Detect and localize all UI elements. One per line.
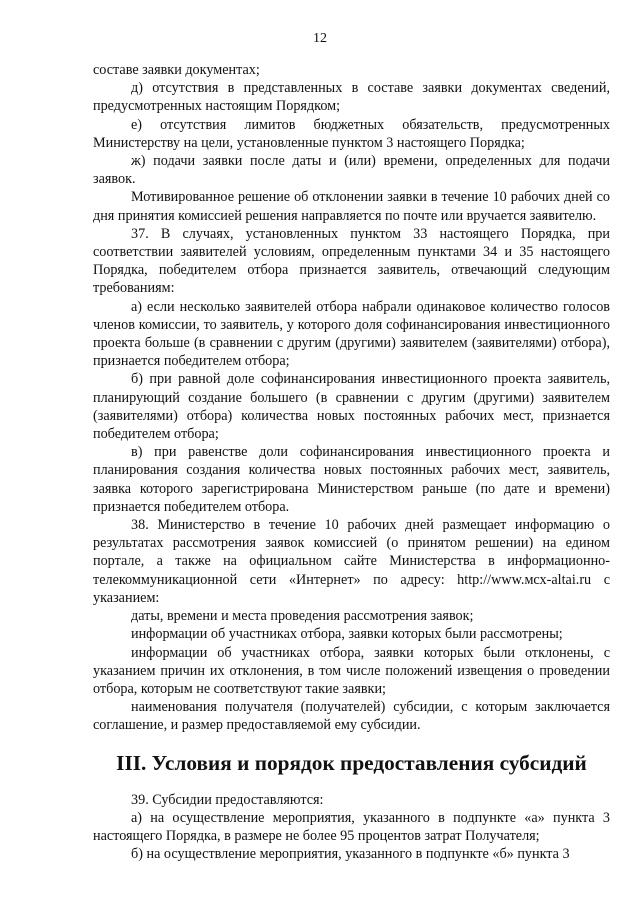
clause-39-item-b: б) на осуществление мероприятия, указанного в подпункте «б» пункта 3 bbox=[131, 846, 570, 863]
list-item-d: д) отсутствия в представленных в составе заявки документах сведений, предусмотренных настоящим Порядком; bbox=[93, 80, 610, 115]
paragraph-rejection-decision: Мотивированное решение об отклонении заявки в течение 10 рабочих дней со дня принятия комиссией решения направляется по почте или вручается заявителю. bbox=[93, 189, 610, 224]
clause-38-item-recipient: наименования получателя (получателей) субсидии, с которым заключается соглашение, и размер предоставляемой ему субсидии. bbox=[93, 699, 610, 734]
clause-38: 38. Министерство в течение 10 рабочих дней размещает информацию о результатах рассмотрения заявок комиссией (о принятом решении) на едином портале, а также на официальном сайте Министерства в информационно-телекоммуникационной сети «Интернет» по адресу: http://www.мсх-altai.ru с указанием: bbox=[93, 517, 610, 606]
paragraph-continuation: составе заявки документах; bbox=[93, 62, 260, 78]
clause-37: 37. В случаях, установленных пунктом 33 настоящего Порядка, при соответствии заявителей условиям, определенным пунктами 34 и 35 настоящего Порядка, победителем отбора признается заявитель, отвечающий следующим требованиям: bbox=[93, 225, 610, 297]
clause-38-item-rejected: информации об участниках отбора, заявки которых были отклонены, с указанием причин их отклонения, в том числе положений извещения о проведении отбора, которым не соответствуют такие заявки; bbox=[93, 644, 610, 697]
document-body bbox=[93, 61, 610, 864]
clause-38-item-reviewed: информации об участниках отбора, заявки которых были рассмотрены; bbox=[131, 626, 563, 643]
clause-38-item-dates: даты, времени и места проведения рассмотрения заявок; bbox=[131, 608, 474, 625]
clause-39: 39. Субсидии предоставляются: bbox=[131, 791, 324, 808]
clause-39-item-a: а) на осуществление мероприятия, указанного в подпункте «а» пункта 3 настоящего Порядка, в размере не более 95 процентов затрат Получателя; bbox=[93, 809, 610, 845]
list-item-e: е) отсутствия лимитов бюджетных обязательств, предусмотренных Министерству на цели, установленные пунктом 3 настоящего Порядка; bbox=[93, 116, 610, 151]
clause-37-item-v: в) при равенстве доли софинансирования инвестиционного проекта и планирования создания количества новых постоянных рабочих мест, заявитель, заявка которого зарегистрирована Министерством раньше (по дате и времени) признается победителем отбора. bbox=[93, 444, 610, 515]
clause-37-item-b: б) при равной доле софинансирования инвестиционного проекта заявитель, планирующий создание большего (в сравнении с другим (другими) заявителем (заявителями) отбора) количества новых постоянных рабочих мест, признается победителем отбора; bbox=[93, 371, 610, 443]
page-number: 12 bbox=[313, 31, 327, 46]
list-item-zh: ж) подачи заявки после даты и (или) времени, определенных для подачи заявок. bbox=[93, 153, 610, 188]
section-heading: III. Условия и порядок предоставления субсидий bbox=[116, 750, 587, 775]
clause-37-item-a: а) если несколько заявителей отбора набрали одинаковое количество голосов членов комиссии, то заявитель, у которого доля софинансирования инвестиционного проекта больше (в сравнении с другим (другими) заявителем (заявителями) отбора), признается победителем отбора; bbox=[93, 298, 610, 370]
